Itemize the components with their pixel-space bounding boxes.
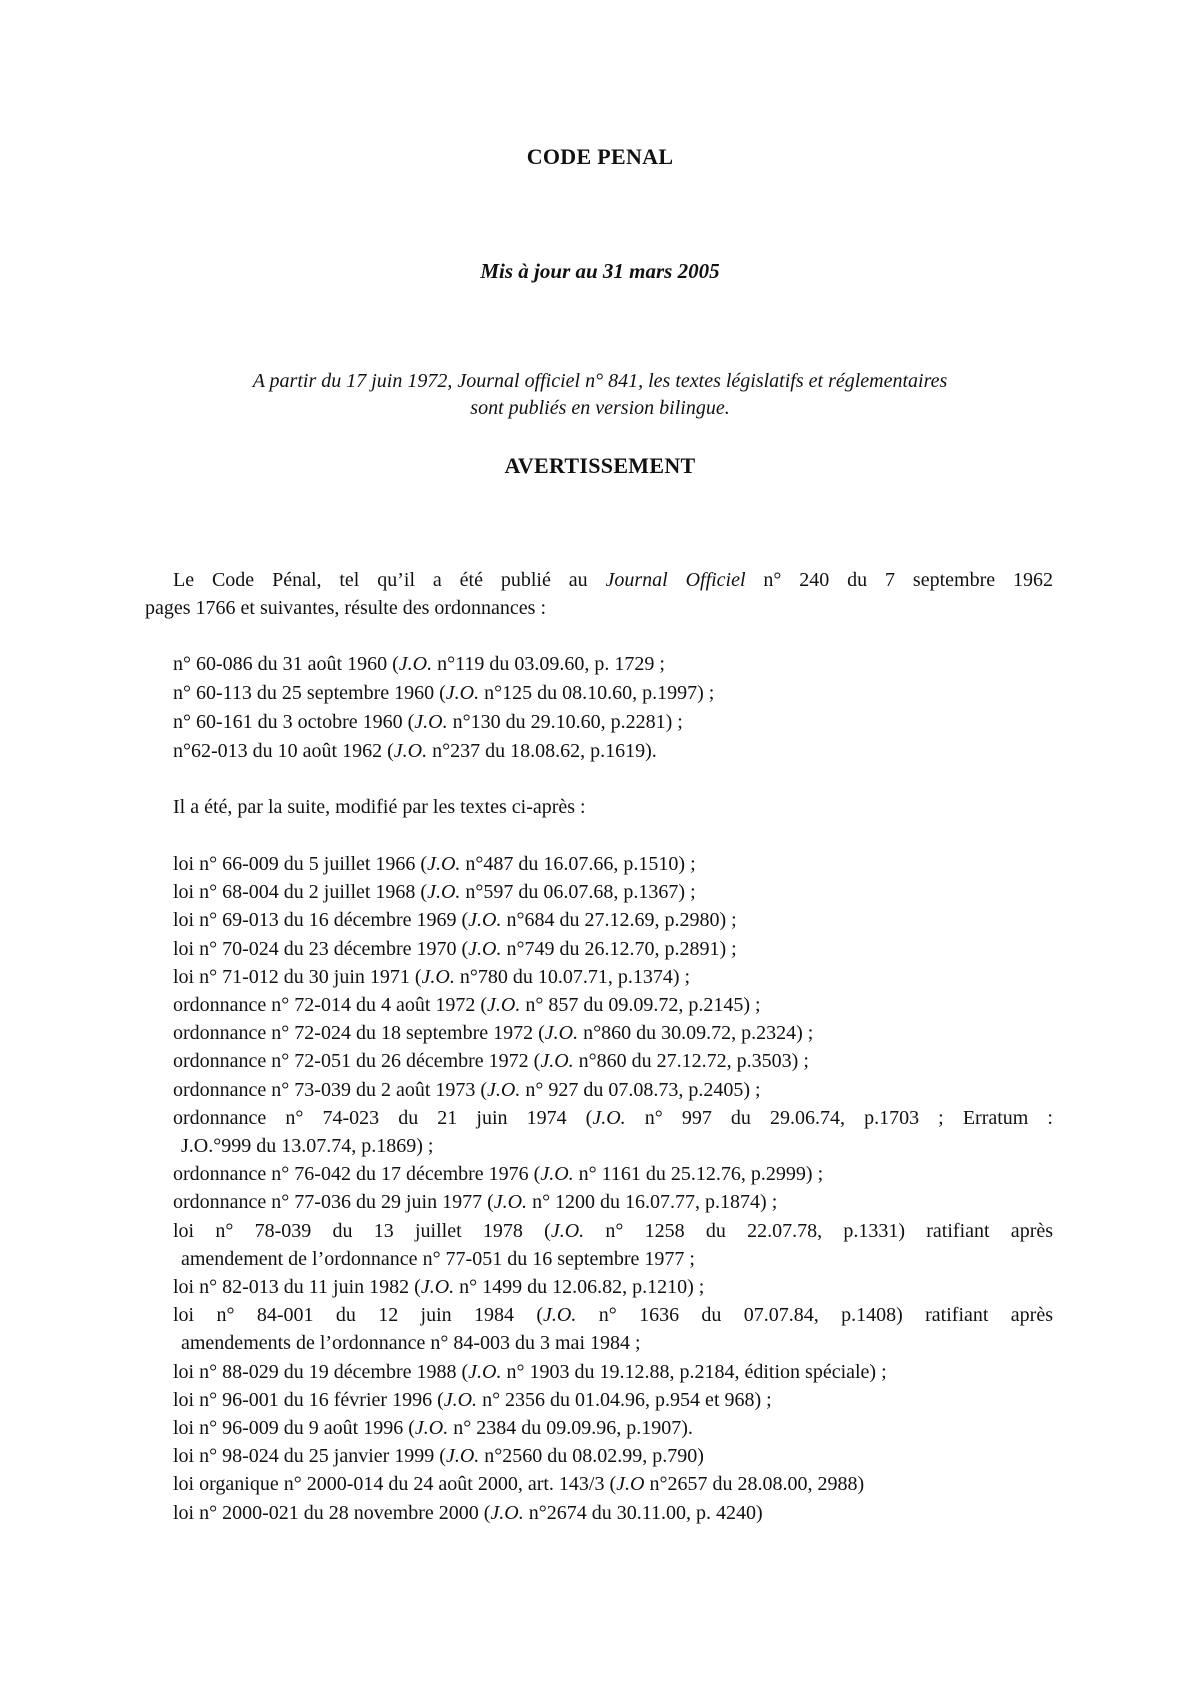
amendment-item bbox=[173, 1076, 1053, 1104]
amendment-text: ordonnance n° 77-036 du 29 juin 1977 ( bbox=[173, 1191, 494, 1214]
amendment-text: n° 1258 du 22.07.78, p.1331) ratifiant après bbox=[584, 1219, 1054, 1242]
jo-abbrev: J.O. bbox=[443, 1388, 478, 1411]
amendment-text: loi n° 2000-021 du 28 novembre 2000 ( bbox=[173, 1501, 491, 1524]
amendment-line bbox=[173, 1301, 1053, 1329]
amendment-text: loi n° 78-039 du 13 juillet 1978 ( bbox=[173, 1219, 551, 1242]
amendment-item bbox=[173, 963, 1053, 991]
amendment-text: n°749 du 26.12.70, p.2891) ; bbox=[501, 937, 737, 960]
notice-line: A partir du 17 juin 1972, Journal officiel n° 841, les textes législatifs et réglementaires bbox=[252, 370, 948, 392]
amendment-text: loi n° 82-013 du 11 juin 1982 ( bbox=[173, 1276, 421, 1299]
ordinance-item bbox=[173, 708, 1053, 737]
amendment-line bbox=[173, 1104, 1053, 1132]
intro-line bbox=[145, 566, 1053, 594]
amendment-line bbox=[173, 1273, 1053, 1301]
amendment-text: n° 1161 du 25.12.76, p.2999) ; bbox=[573, 1163, 824, 1186]
amendment-line bbox=[173, 963, 1053, 991]
amendment-item bbox=[173, 1442, 1053, 1470]
amendment-item bbox=[173, 906, 1053, 934]
amendment-text: ordonnance n° 72-051 du 26 décembre 1972 ( bbox=[173, 1050, 541, 1073]
jo-abbrev: J.O. bbox=[427, 881, 461, 904]
jo-abbrev: J.O. bbox=[544, 1022, 579, 1045]
amendment-item bbox=[173, 1358, 1053, 1386]
amendment-line bbox=[173, 1160, 1053, 1188]
ordinance-text: n°125 du 08.10.60, p.1997) ; bbox=[479, 682, 715, 704]
amendment-text: ordonnance n° 72-024 du 18 septembre 1972 ( bbox=[173, 1022, 545, 1045]
amendment-line bbox=[173, 1386, 1053, 1414]
amendment-item bbox=[173, 1104, 1053, 1160]
amendment-continuation: amendement de l’ordonnance n° 77-051 du 16 septembre 1977 ; bbox=[181, 1247, 695, 1270]
amendment-text: n° 1903 du 19.12.88, p.2184, édition spéciale) ; bbox=[501, 1360, 887, 1383]
amendment-text: ordonnance n° 72-014 du 4 août 1972 ( bbox=[173, 994, 488, 1017]
amendment-item bbox=[173, 1386, 1053, 1414]
jo-abbrev: J.O. bbox=[468, 937, 502, 960]
intro-text: Le Code Pénal, tel qu’il a été publié au bbox=[173, 569, 606, 591]
amendment-item bbox=[173, 1160, 1053, 1188]
jo-abbrev: J.O bbox=[616, 1473, 645, 1496]
amendment-line bbox=[173, 1076, 1053, 1104]
amendment-text: loi n° 98-024 du 25 janvier 1999 ( bbox=[173, 1445, 446, 1468]
amendment-text: n° 927 du 07.08.73, p.2405) ; bbox=[520, 1078, 761, 1101]
jo-abbrev: J.O. bbox=[445, 682, 480, 704]
ordinance-item bbox=[173, 737, 1053, 766]
ordinance-list bbox=[173, 650, 1053, 766]
amendment-item bbox=[173, 1301, 1053, 1357]
jo-abbrev: J.O. bbox=[420, 1276, 455, 1299]
jo-abbrev: J.O. bbox=[543, 1304, 577, 1327]
amendment-text: n° 997 du 29.06.74, p.1703 ; Erratum : bbox=[625, 1106, 1053, 1129]
jo-abbrev: J.O. bbox=[468, 909, 502, 932]
amendment-text: ordonnance n° 74-023 du 21 juin 1974 ( bbox=[173, 1106, 593, 1129]
amendment-line bbox=[173, 1442, 1053, 1470]
jo-abbrev: J.O. bbox=[421, 965, 455, 988]
amendment-text: n° 1200 du 16.07.77, p.1874) ; bbox=[527, 1191, 778, 1214]
amendment-item bbox=[173, 1047, 1053, 1075]
amendment-line bbox=[173, 991, 1053, 1019]
jo-abbrev: J.O. bbox=[550, 1219, 585, 1242]
amendment-text: n°2560 du 08.02.99, p.790) bbox=[479, 1445, 704, 1468]
amendment-text: n° 2384 du 09.09.96, p.1907). bbox=[448, 1417, 693, 1440]
amendment-text: n° 2356 du 01.04.96, p.954 et 968) ; bbox=[477, 1388, 772, 1411]
intro-paragraph bbox=[145, 566, 1053, 622]
amendment-item bbox=[173, 1217, 1053, 1273]
amendment-text: loi organique n° 2000-014 du 24 août 2000, art. 143/3 ( bbox=[173, 1473, 617, 1496]
amendment-item bbox=[173, 1414, 1053, 1442]
amendment-text: n°684 du 27.12.69, p.2980) ; bbox=[501, 909, 737, 932]
section-heading: AVERTISSEMENT bbox=[504, 453, 696, 478]
ordinance-item bbox=[173, 679, 1053, 708]
ordinance-text: n°130 du 29.10.60, p.2281) ; bbox=[447, 711, 683, 733]
amendment-line bbox=[173, 1188, 1053, 1216]
amendment-text: loi n° 96-001 du 16 février 1996 ( bbox=[173, 1388, 444, 1411]
amendment-text: loi n° 71-012 du 30 juin 1971 ( bbox=[173, 965, 422, 988]
ordinance-text: n° 60-086 du 31 août 1960 ( bbox=[173, 653, 399, 675]
amendment-item bbox=[173, 935, 1053, 963]
amendment-text: loi n° 66-009 du 5 juillet 1966 ( bbox=[173, 853, 428, 875]
amendment-line bbox=[173, 1019, 1053, 1047]
amendment-text: ordonnance n° 73-039 du 2 août 1973 ( bbox=[173, 1078, 488, 1101]
update-note: Mis à jour au 31 mars 2005 bbox=[480, 259, 720, 283]
amendment-text: n°487 du 16.07.66, p.1510) ; bbox=[460, 853, 696, 875]
amendment-continuation: amendements de l’ordonnance n° 84-003 du 3 mai 1984 ; bbox=[181, 1332, 641, 1355]
amendment-text: n° 857 du 09.09.72, p.2145) ; bbox=[520, 994, 761, 1017]
amendment-list bbox=[173, 850, 1053, 1527]
amendment-text: ordonnance n° 76-042 du 17 décembre 1976 ( bbox=[173, 1163, 541, 1186]
jo-abbrev: J.O. bbox=[445, 1445, 480, 1468]
amendment-line bbox=[173, 1358, 1053, 1386]
intro-line: pages 1766 et suivantes, résulte des ordonnances : bbox=[145, 597, 547, 619]
amendment-text: n°860 du 30.09.72, p.2324) ; bbox=[578, 1022, 814, 1045]
jo-abbrev: J.O. bbox=[592, 1106, 626, 1129]
amendment-line bbox=[173, 1047, 1053, 1075]
amendment-item bbox=[173, 850, 1053, 878]
ordinance-text: n°62-013 du 10 août 1962 ( bbox=[173, 740, 394, 762]
amendment-item bbox=[173, 1499, 1053, 1527]
ordinance-text: n° 60-161 du 3 octobre 1960 ( bbox=[173, 711, 415, 733]
amendment-text: loi n° 96-009 du 9 août 1996 ( bbox=[173, 1417, 415, 1440]
amendment-item bbox=[173, 1019, 1053, 1047]
amendment-text: n°597 du 06.07.68, p.1367) ; bbox=[460, 881, 696, 904]
jo-abbrev: J.O. bbox=[393, 740, 428, 762]
document-title: CODE PENAL bbox=[526, 144, 674, 169]
amendment-continuation: J.O.°999 du 13.07.74, p.1869) ; bbox=[181, 1135, 434, 1158]
amendment-line bbox=[173, 1499, 1053, 1527]
amendment-item bbox=[173, 878, 1053, 906]
amendment-line bbox=[173, 1217, 1053, 1245]
ordinance-text: n°237 du 18.08.62, p.1619). bbox=[427, 740, 657, 762]
amendment-text: loi n° 70-024 du 23 décembre 1970 ( bbox=[173, 937, 469, 960]
amendment-item bbox=[173, 1470, 1053, 1498]
ordinance-text: n° 60-113 du 25 septembre 1960 ( bbox=[173, 682, 446, 704]
modifications-intro: Il a été, par la suite, modifié par les textes ci-après : bbox=[173, 796, 586, 818]
amendment-text: loi n° 69-013 du 16 décembre 1969 ( bbox=[173, 909, 469, 932]
amendment-text: n° 1499 du 12.06.82, p.1210) ; bbox=[454, 1276, 705, 1299]
bilingual-notice bbox=[0, 368, 1200, 422]
amendment-line bbox=[173, 878, 1053, 906]
amendment-line bbox=[173, 906, 1053, 934]
jo-abbrev: J.O. bbox=[487, 1078, 521, 1101]
amendment-line bbox=[173, 850, 1053, 878]
jo-abbrev: J.O. bbox=[427, 853, 461, 875]
amendment-item bbox=[173, 991, 1053, 1019]
jo-abbrev: J.O. bbox=[398, 653, 433, 675]
amendment-text: loi n° 88-029 du 19 décembre 1988 ( bbox=[173, 1360, 469, 1383]
notice-line: sont publiés en version bilingue. bbox=[470, 397, 730, 419]
jo-abbrev: J.O. bbox=[468, 1360, 502, 1383]
jo-abbrev: J.O. bbox=[540, 1163, 574, 1186]
jo-abbrev: J.O. bbox=[414, 1417, 449, 1440]
amendment-text: n°2657 du 28.08.00, 2988) bbox=[644, 1473, 865, 1496]
intro-text: n° 240 du 7 septembre 1962 bbox=[745, 569, 1053, 591]
amendment-text: n°860 du 27.12.72, p.3503) ; bbox=[573, 1050, 809, 1073]
amendment-text: loi n° 68-004 du 2 juillet 1968 ( bbox=[173, 881, 428, 904]
amendment-text: loi n° 84-001 du 12 juin 1984 ( bbox=[173, 1304, 544, 1327]
jo-abbrev: J.O. bbox=[487, 994, 521, 1017]
amendment-text: n° 1636 du 07.07.84, p.1408) ratifiant après bbox=[576, 1304, 1054, 1327]
jo-abbrev: J.O. bbox=[540, 1050, 574, 1073]
amendment-text: n°2674 du 30.11.00, p. 4240) bbox=[523, 1501, 763, 1524]
jo-abbrev: J.O. bbox=[414, 711, 448, 733]
amendment-line bbox=[173, 1414, 1053, 1442]
amendment-text: n°780 du 10.07.71, p.1374) ; bbox=[454, 965, 691, 988]
jo-abbrev: J.O. bbox=[490, 1501, 524, 1524]
jo-abbrev: J.O. bbox=[493, 1191, 528, 1214]
amendment-item bbox=[173, 1273, 1053, 1301]
amendment-line bbox=[173, 1470, 1053, 1498]
journal-name: Journal Officiel bbox=[605, 569, 746, 591]
ordinance-text: n°119 du 03.09.60, p. 1729 ; bbox=[432, 653, 665, 675]
ordinance-item bbox=[173, 650, 1053, 679]
amendment-item bbox=[173, 1188, 1053, 1216]
amendment-line bbox=[173, 935, 1053, 963]
